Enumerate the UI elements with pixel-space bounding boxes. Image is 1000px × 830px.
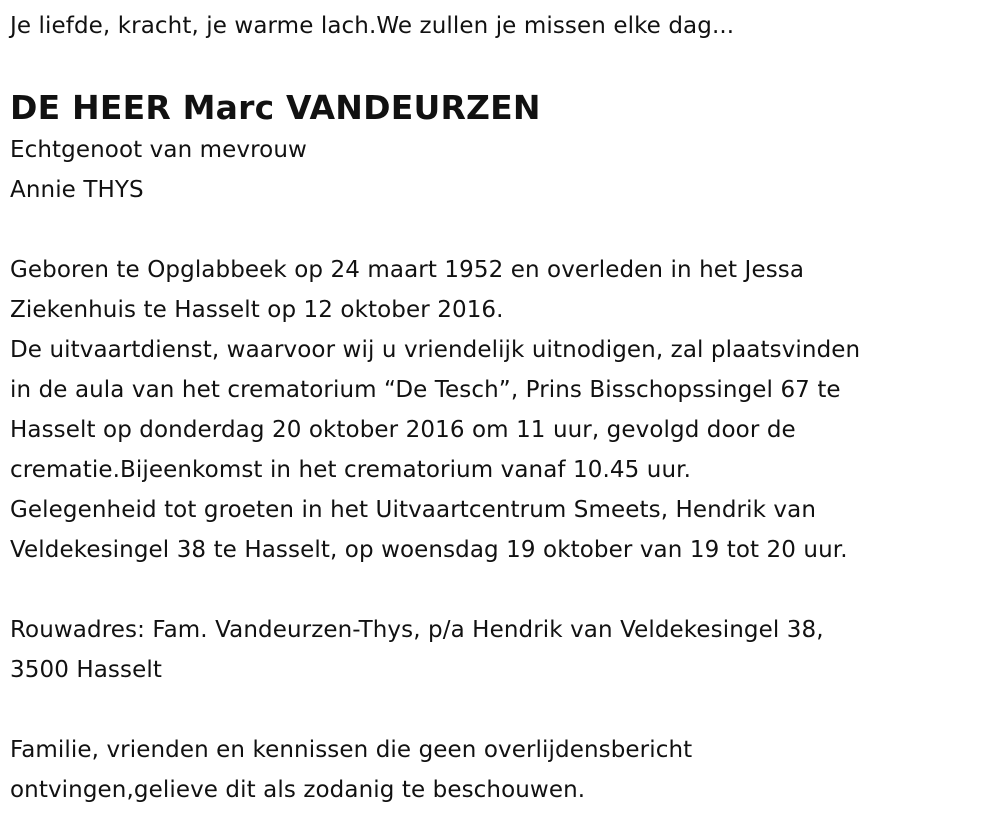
- details-line: crematie.Bijeenkomst in het crematorium vanaf 10.45 uur.: [10, 457, 691, 483]
- details-paragraph: [10, 250, 995, 570]
- details-line: Ziekenhuis te Hasselt op 12 oktober 2016.: [10, 297, 504, 323]
- details-line: Geboren te Opglabbeek op 24 maart 1952 en overleden in het Jessa: [10, 257, 805, 283]
- details-line: Veldekesingel 38 te Hasselt, op woensdag 19 oktober van 19 tot 20 uur.: [10, 537, 848, 563]
- details-line: De uitvaartdienst, waarvoor wij u vriendelijk uitnodigen, zal plaatsvinden: [10, 337, 861, 363]
- deceased-name: DE HEER Marc VANDEURZEN: [10, 88, 541, 127]
- spouse-name: Annie THYS: [10, 177, 144, 203]
- details-line: in de aula van het crematorium “De Tesch”, Prins Bisschopssingel 67 te: [10, 377, 841, 403]
- memorial-quote: Je liefde, kracht, je warme lach.We zullen je missen elke dag...: [10, 13, 735, 39]
- details-line: Gelegenheid tot groeten in het Uitvaartcentrum Smeets, Hendrik van: [10, 497, 817, 523]
- obituary-notice: [10, 0, 995, 810]
- mourning-address: [10, 610, 995, 690]
- closing-note: [10, 730, 995, 810]
- spacer: [10, 210, 995, 250]
- spacer: [10, 570, 995, 610]
- spacer: [10, 690, 995, 730]
- closing-line: ontvingen,gelieve dit als zodanig te beschouwen.: [10, 777, 586, 803]
- address-line: Rouwadres: Fam. Vandeurzen-Thys, p/a Hendrik van Veldekesingel 38,: [10, 617, 824, 643]
- details-line: Hasselt op donderdag 20 oktober 2016 om 11 uur, gevolgd door de: [10, 417, 796, 443]
- spouse-block: [10, 130, 995, 210]
- closing-line: Familie, vrienden en kennissen die geen overlijdensbericht: [10, 737, 693, 763]
- spouse-line: Echtgenoot van mevrouw: [10, 137, 307, 163]
- address-line: 3500 Hasselt: [10, 657, 162, 683]
